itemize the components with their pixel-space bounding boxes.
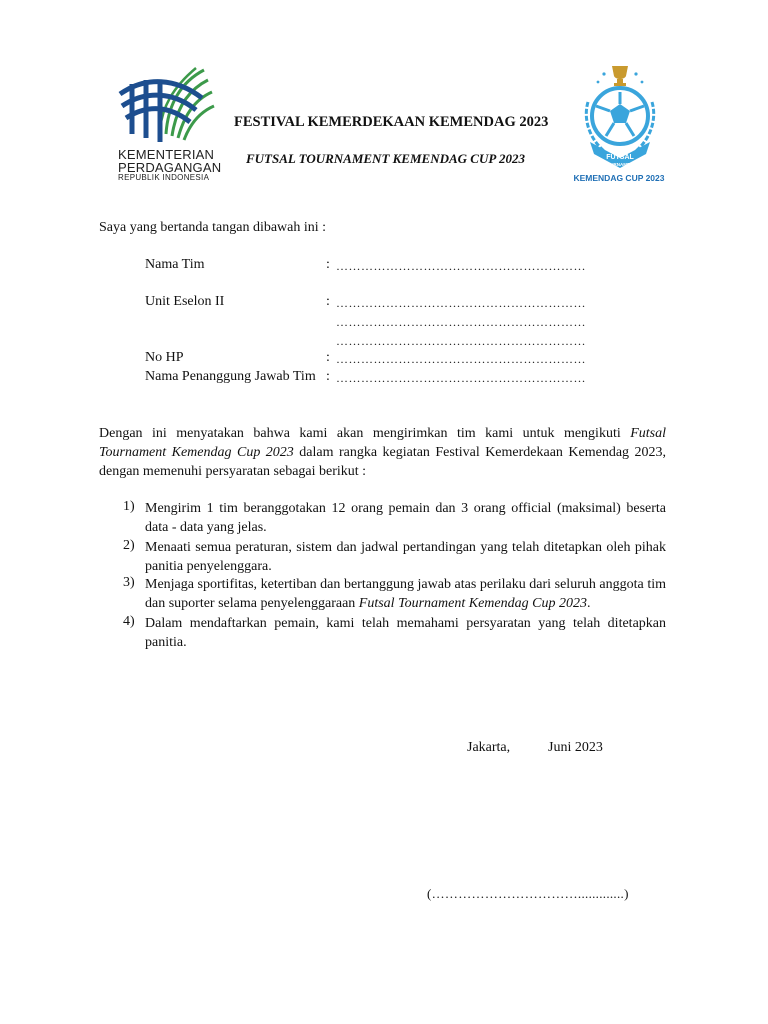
list-text: Mengirim 1 tim beranggotakan 12 orang pemain dan 3 orang official (maksimal) beserta data - data yang jelas. [145, 501, 666, 535]
field-colon: : [326, 350, 330, 365]
ministry-emblem-icon [116, 64, 220, 148]
closing-place: Jakarta, [467, 740, 511, 755]
cup-banner-text: FUTSAL [606, 154, 634, 161]
field-blank-person-in-charge[interactable]: …………………………………………………… [336, 371, 586, 385]
field-colon: : [326, 257, 330, 272]
futsal-ball-trophy-icon [574, 62, 666, 172]
list-text-end: . [586, 596, 591, 611]
statement-italic: Futsal Tournament Kemendag Cup 2023 [99, 426, 666, 460]
field-label-team-name: Nama Tim [145, 257, 205, 272]
statement-part2: dalam rangka kegiatan Festival Kemerdekaan Kemendag 2023, dengan memenuhi persyaratan sebagai berikut : [99, 445, 666, 479]
document-title: FESTIVAL KEMERDEKAAN KEMENDAG 2023 [234, 114, 549, 130]
cup-caption: KEMENDAG CUP 2023 [573, 173, 665, 183]
signature-blank[interactable]: (…………………………….............) [427, 886, 629, 901]
field-blank-phone[interactable]: …………………………………………………… [336, 352, 586, 366]
intro-text: Saya yang bertanda tangan dibawah ini : [99, 220, 327, 235]
list-number: 3) [123, 575, 135, 590]
ministry-name-line2: PERDAGANGAN [118, 160, 222, 175]
list-number: 4) [123, 614, 135, 629]
cup-banner-text2: TOURNAMENT [604, 162, 636, 167]
field-label-person-in-charge: Nama Penanggung Jawab Tim [145, 369, 316, 384]
list-text-main: Menjaga sportifitas, ketertiban dan bertanggung jawab atas perilaku dari seluruh anggota tim dan suporter selama penyelenggaraan [145, 577, 666, 611]
list-number: 1) [123, 499, 135, 514]
cup-logo [574, 62, 666, 186]
list-text-italic: Futsal Tournament Kemendag Cup 2023 [358, 596, 587, 611]
field-blank-unit-line1[interactable]: …………………………………………………… [336, 296, 586, 310]
field-blank-unit-line3[interactable]: …………………………………………………… [336, 334, 586, 348]
field-label-phone: No HP [145, 350, 184, 365]
list-text [145, 575, 666, 613]
field-colon: : [326, 294, 330, 309]
statement-paragraph [99, 424, 666, 481]
document-subtitle: FUTSAL TOURNAMENT KEMENDAG CUP 2023 [246, 151, 526, 166]
ministry-name-line3: REPUBLIK INDONESIA [118, 173, 210, 182]
list-number: 2) [123, 538, 135, 553]
closing-date: Juni 2023 [548, 740, 603, 755]
ministry-name-line1: KEMENTERIAN [118, 147, 215, 162]
list-text: Dalam mendaftarkan pemain, kami telah memahami persyaratan yang telah ditetapkan panitia. [145, 616, 666, 650]
list-text: Menaati semua peraturan, sistem dan jadwal pertandingan yang telah ditetapkan oleh pihak panitia penyelenggara. [145, 540, 666, 574]
field-blank-unit-line2[interactable]: …………………………………………………… [336, 315, 586, 329]
field-label-unit: Unit Eselon II [145, 294, 225, 309]
field-colon: : [326, 369, 330, 384]
statement-part1: Dengan ini menyatakan bahwa kami akan mengirimkan tim kami untuk mengikuti [99, 426, 631, 441]
field-blank-team-name[interactable]: …………………………………………………… [336, 259, 586, 273]
